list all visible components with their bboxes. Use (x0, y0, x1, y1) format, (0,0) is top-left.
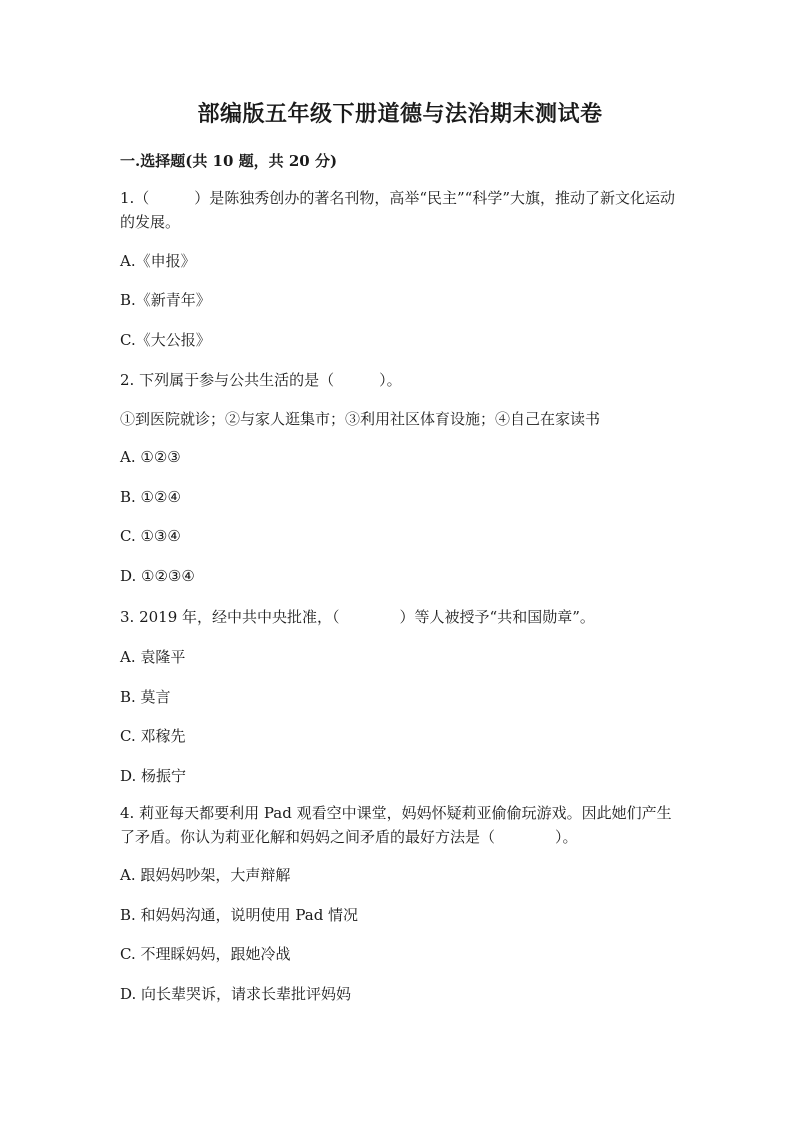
question-2-option-d: D. ①②③④ (120, 567, 195, 585)
question-4-stem: 4. 莉亚每天都要利用 Pad 观看空中课堂，妈妈怀疑莉亚偷偷玩游戏。因此她们产生了矛盾。你认为莉亚化解和妈妈之间矛盾的最好方法是（ ）。 (120, 804, 672, 846)
question-1-option-c: C.《大公报》 (120, 331, 211, 349)
question-3-option-d: D. 杨振宁 (120, 767, 187, 785)
question-4-option-d: D. 向长辈哭诉，请求长辈批评妈妈 (120, 985, 352, 1003)
question-2-option-c: C. ①③④ (120, 527, 181, 545)
question-4-option-b: B. 和妈妈沟通，说明使用 Pad 情况 (120, 906, 359, 924)
question-2-note: ①到医院就诊；②与家人逛集市；③利用社区体育设施；④自己在家读书 (120, 410, 601, 428)
question-1-option-a: A.《申报》 (120, 252, 196, 270)
question-3-option-c: C. 邓稼先 (120, 727, 186, 745)
question-1-stem: 1.（ ）是陈独秀创办的著名刊物，高举“民主”“科学”大旗，推动了新文化运动的发展。 (120, 189, 675, 231)
section-heading: 一.选择题(共 10 题，共 20 分) (120, 152, 338, 170)
question-3-option-b: B. 莫言 (120, 688, 171, 706)
question-4-option-a: A. 跟妈妈吵架，大声辩解 (120, 866, 291, 884)
question-2-stem: 2. 下列属于参与公共生活的是（ ）。 (120, 371, 402, 389)
question-3-stem: 3. 2019 年，经中共中央批准，（ ）等人被授予“共和国勋章”。 (120, 608, 595, 626)
question-4-option-c: C. 不理睬妈妈，跟她冷战 (120, 945, 291, 963)
question-2-option-b: B. ①②④ (120, 488, 181, 506)
question-1-option-b: B.《新青年》 (120, 291, 211, 309)
question-3-option-a: A. 袁隆平 (120, 648, 186, 666)
exam-title: 部编版五年级下册道德与法治期末测试卷 (197, 101, 603, 127)
question-2-option-a: A. ①②③ (120, 448, 181, 466)
